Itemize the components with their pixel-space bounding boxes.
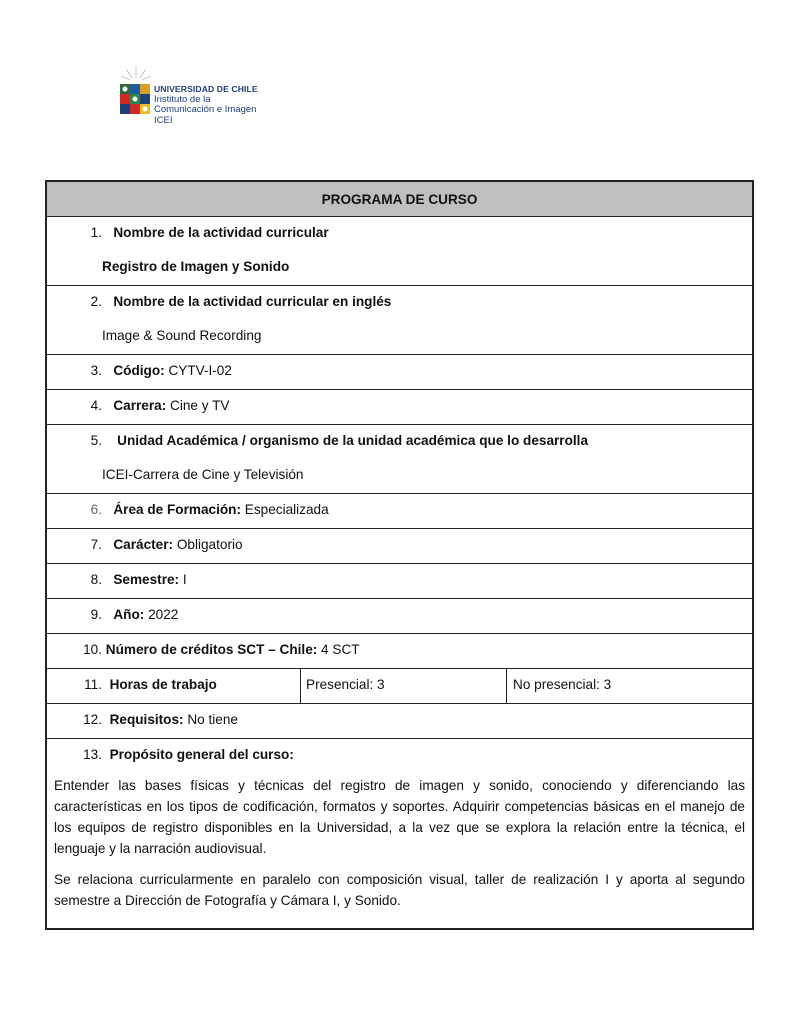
table-title: PROGRAMA DE CURSO bbox=[321, 191, 478, 207]
purpose-paragraph-1: Entender las bases físicas y técnicas del registro de imagen y sonido, conociendo y diferenciando las características en los tipos de codificación, formatos y soportes. Adquirir competencias básicas en el manejo de los equipos de registro disponibles en la Universidad, a la vez que se explora la relación entre la técnica, el lenguaje y la narración audiovisual. bbox=[54, 778, 745, 856]
row-label: Número de créditos SCT – Chile: bbox=[105, 642, 318, 657]
row-number: 12. bbox=[83, 712, 102, 727]
row-subvalue: ICEI-Carrera de Cine y Televisión bbox=[102, 467, 304, 482]
presencial-hours: Presencial: 3 bbox=[306, 677, 385, 692]
row-label: Año: bbox=[113, 607, 145, 622]
row-number: 8. bbox=[90, 572, 102, 587]
row-value: Especializada bbox=[241, 502, 329, 517]
row-number: 10. bbox=[83, 642, 102, 657]
row-value: 4 SCT bbox=[317, 642, 360, 657]
logo-acronym: ICEI bbox=[154, 114, 173, 126]
row-number: 4. bbox=[90, 398, 102, 413]
logo-text bbox=[154, 84, 258, 126]
row-number: 3. bbox=[90, 363, 102, 378]
logo-university-name: UNIVERSIDAD DE CHILE bbox=[154, 84, 258, 94]
table-row-code bbox=[47, 354, 752, 389]
logo-institute-line2: Comunicación e Imagen bbox=[154, 104, 257, 115]
row-subvalue: Image & Sound Recording bbox=[102, 328, 262, 343]
row-value: No tiene bbox=[183, 712, 238, 727]
row-label: Código: bbox=[113, 363, 165, 378]
university-logo bbox=[118, 64, 268, 128]
table-row-year bbox=[47, 598, 752, 633]
row-number: 11. bbox=[84, 677, 102, 692]
row-number: 13. bbox=[83, 747, 102, 762]
row-number: 2. bbox=[90, 294, 102, 309]
table-header bbox=[47, 182, 752, 216]
table-row-semester bbox=[47, 563, 752, 598]
table-row-work-hours bbox=[47, 668, 752, 703]
university-seal-icon bbox=[118, 64, 154, 128]
row-number: 7. bbox=[90, 537, 102, 552]
table-row-requirements bbox=[47, 703, 752, 738]
row-value: 2022 bbox=[144, 607, 179, 622]
row-label: Carácter: bbox=[113, 537, 174, 552]
table-row-activity-name-english bbox=[47, 285, 752, 354]
row-value: I bbox=[179, 572, 187, 587]
table-row-career bbox=[47, 389, 752, 424]
purpose-paragraph-2: Se relaciona curricularmente en paralelo con composición visual, taller de realización I y aporta al segundo semestre a Dirección de Fotografía y Cámara I, y Sonido. bbox=[54, 872, 745, 908]
row-label: Propósito general del curso: bbox=[109, 747, 294, 762]
table-row-activity-name bbox=[47, 216, 752, 285]
logo-institute-line1: Instituto de la bbox=[154, 93, 211, 105]
row-label: Requisitos: bbox=[109, 712, 184, 727]
row-label: Horas de trabajo bbox=[109, 677, 217, 692]
row-value: Obligatorio bbox=[173, 537, 243, 552]
row-label: Unidad Académica / organismo de la unidad académica que lo desarrolla bbox=[113, 433, 589, 448]
row-value: Cine y TV bbox=[166, 398, 230, 413]
row-label: Nombre de la actividad curricular bbox=[113, 225, 329, 240]
row-label: Nombre de la actividad curricular en inglés bbox=[113, 294, 392, 309]
table-row-character bbox=[47, 528, 752, 563]
row-number: 6. bbox=[90, 502, 102, 517]
table-row-academic-unit bbox=[47, 424, 752, 493]
table-row-training-area bbox=[47, 493, 752, 528]
row-number: 1. bbox=[90, 225, 102, 240]
course-program-table bbox=[45, 180, 754, 930]
row-label: Carrera: bbox=[113, 398, 167, 413]
row-value: CYTV-I-02 bbox=[164, 363, 232, 378]
row-subvalue: Registro de Imagen y Sonido bbox=[102, 259, 290, 274]
row-number: 9. bbox=[90, 607, 102, 622]
row-label: Semestre: bbox=[113, 572, 180, 587]
table-row-credits bbox=[47, 633, 752, 668]
row-number: 5. bbox=[90, 433, 102, 448]
table-row-purpose bbox=[47, 738, 752, 928]
no-presencial-hours: No presencial: 3 bbox=[513, 677, 612, 692]
row-label: Área de Formación: bbox=[113, 502, 242, 517]
